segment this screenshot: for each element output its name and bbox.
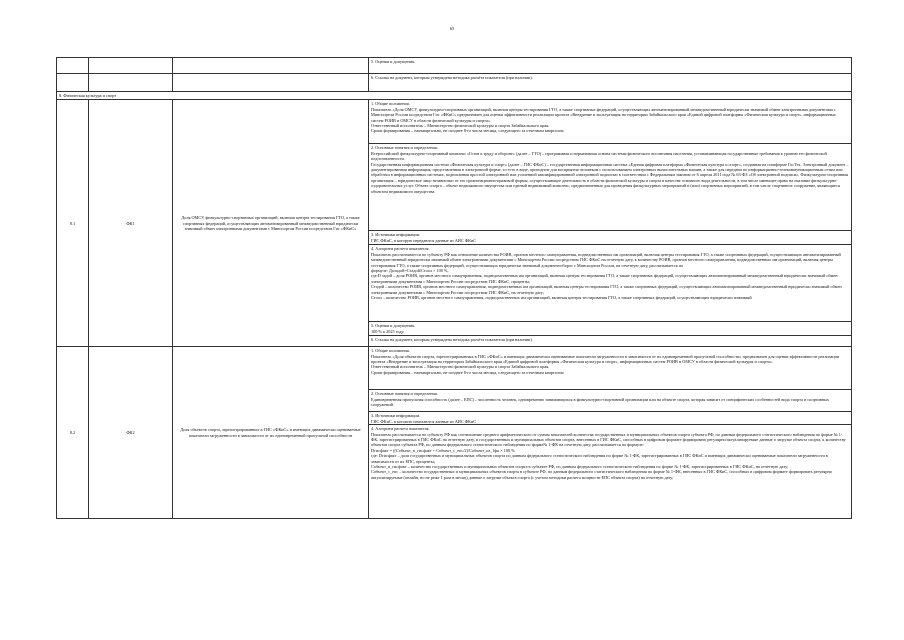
method-text: 2. Основные понятия и определения. (371, 391, 438, 397)
method-text: ГИС ФКиС, в которую передаются данные из АИС ФКиС (371, 237, 477, 243)
num-cell (57, 58, 89, 74)
method-text: Cобъект_в_гисфакт – количество государственных и муниципальных объектов спорта в субъекте РФ, по данным федерального статистического наблюдения по форме № 1-ФК, зарегистрированных в ГИС ФКиС, на отчетную дату; (371, 464, 789, 470)
method-text: Единовременная пропускная способность (далее – ЕПС) – численность человек, одновременно занимающихся в физкультурно-спортивной организации или на объекте спорта, которая зависит от специфических особенностей вида спорта и спортивных сооружений. (371, 396, 830, 408)
method-cell (369, 390, 852, 412)
method-text: 5. Оценки и допущения. (371, 59, 415, 64)
method-text: 4. Алгоритм расчета показателя. (371, 246, 430, 252)
method-text: 3. Источники информации. (371, 413, 421, 419)
method-text: 6. Ссылка на документ, которым утверждена методика расчёта показателя (при наличии). (371, 75, 533, 80)
section-row (57, 92, 852, 100)
method-cell (369, 74, 852, 92)
method-text: ГИС ФКиС, в которую передаются данные из АИС ФКиС (371, 418, 477, 424)
method-cell (369, 425, 852, 519)
method-text: Сроки формирования – ежеквартально, не позднее 8-го числа месяца, следующего за отчетным кварталом (371, 128, 564, 134)
method-text: 5. Оценки и допущения. (371, 323, 415, 329)
method-text: 100 % к 2025 году. (371, 328, 405, 334)
num-cell: 8.1 (57, 100, 89, 347)
method-cell (369, 347, 852, 390)
code-cell (89, 58, 173, 74)
method-cell (369, 144, 852, 231)
method-text: 1. Общие положения. (371, 348, 410, 354)
method-text: Показатель «Доля ОМСУ, физкультурно-спортивных организаций, включая центры тестирования ГТО, а также спортивных федераций, осуществляющих автоматизированный межведомственный юридически значимый обмен электронными документами с Минспортом России посредством Гис «ФКиС» предназначен для оценки эффективности реализации проекта «Внедрение и эксплуатация на территории Забайкальского края «Единой цифровой платформы «Физическая культура и спорт», информационных систем РОИВ и ОМСУ в области физической культуры и спорта». (371, 106, 836, 123)
method-text: Всероссийский физкультурно-спортивный комплекс «Готов к труду и обороне» (далее – ГТО) – программная и нормативная основа системы физического воспитания населения, устанавливающая государственные требования к уровню его физической подготовленности. (371, 150, 827, 162)
method-cell (369, 58, 852, 74)
num-cell: 8.2 (57, 347, 89, 519)
method-cell (369, 231, 852, 245)
name-cell: Доля ОМСУ, физкультурно-спортивных организаций, включая центры тестирования ГТО, а также спортивных федераций, осуществляющих автоматизированный межведомственный юридически значимый обмен электронными документами с Минспортом России посредством Гис «ФКиС» (173, 100, 369, 347)
table-row (57, 74, 852, 92)
method-text: Стадой – количество РОИВ, органов местного самоуправления, подведомственных им организаций, включая центры тестирования ГТО, а также спортивных федераций, осуществляющих автоматизированный межведомственный юридически значимый обмен электронными документами с Минспортом России посредством ГИС ФКиС, на отчетную дату; (371, 284, 842, 295)
table-row (57, 58, 852, 74)
method-cell (369, 412, 852, 425)
method-text: 1. Общие положения. (371, 101, 410, 107)
method-text: Dгисфакт = ((Cобъект_в_гисфакт + Cобъект_с_епс/2)/Cобъект_из_1фк × 100 % (371, 447, 515, 453)
method-text: 4. Алгоритм расчета показателя. (371, 426, 430, 432)
code-cell: ФК2 (89, 347, 173, 519)
method-text: Cобъект_с_епс – количество государственных и муниципальных объектов спорта в субъекте РФ, по данным федерального статистического наблюдения по форме № 1-ФК, внесенных в ГИС ФКиС, способных в цифровом формате формировать регулярно актуализируемые (онлайн, но не реже 1 раза в месяц) данные о загрузке объекта спорта (с учетом методики расчета мощности ЕПС объекта спорта) на отчетную дату; (371, 469, 832, 480)
method-text: Стоол – количество РОИВ, органов местного самоуправления, подведомственных им организаций, включая центры тестирования ГТО, а также спортивных федераций, осуществляющих юридически значимый (371, 295, 752, 301)
method-text: Сроки формирования – ежеквартально, не позднее 8-го числа месяца, следующего за отчетным кварталом (371, 369, 564, 375)
table-body (57, 58, 852, 519)
method-text: Ответственный исполнитель – Министерство физической культуры и спорта Забайкальского края. (371, 123, 550, 129)
section-heading: 8. Физическая культура и спорт (57, 92, 852, 100)
name-cell (173, 74, 369, 92)
method-cell (369, 322, 852, 336)
table-row (57, 347, 852, 390)
method-text: Государственная информационная система «Физическая культура и спорт» (далее – ГИС ФКиС) – государственная информационная система «Единая цифровая платформа «Физическая культура и спорт», созданная на платформе ГосТех. Электронный документ – документированная информация, представленная в электронной форме, то есть в виде, пригодном для восприятия человеком с использованием электронных вычислительных машин, а также для передачи по информационно-телекоммуникационным сетям или обработки в информационных системах, подписанная простой электронной или усиленной квалифицированной электронной подписью в соответствии с Федеральным законом от 6 апреля 2011 года № 63-ФЗ «Об электронной подписи». Физкультурно-спортивная организация – юридическое лицо независимо от его организационно-правовой формы, осуществляющее деятельность в области физической культуры и спорта в качестве основного вида деятельности, в том числе имеющее право на оказание физкультурно-оздоровительных услуг. Объект спорта – объект недвижимого имущества или единый недвижимый комплекс, предназначенные для проведения физкультурных мероприятий и (или) спортивных мероприятий, в том числе спортивное сооружение, являющиеся объектом недвижимого имущества. (371, 161, 849, 194)
method-cell (369, 245, 852, 322)
method-text: Показатель «Доля объектов спорта, зарегистрированных в ГИС «ФКиС» и имеющих динамически оцениваемые показатели загруженности в зависимости от их единовременной пропускной способности» предназначен для оценки эффективности реализации проекта «Внедрение и эксплуатация на территории Забайкальского края «Единой цифровой платформы «Физическая культура и спорт», информационных систем РОИВ и ОМСУ в области физической культуры и спорта». (371, 353, 840, 365)
indicator-methodology-table (56, 57, 852, 519)
table-row (57, 100, 852, 144)
method-text: формуле: Доладой=Стадой/Стоол × 100 %, (371, 268, 449, 274)
code-cell (89, 74, 173, 92)
method-text: Показатель рассчитывается по субъекту РФ как соотношение среднего арифметического от суммы показателей количества государственных и муниципальных объектов спорта субъекта РФ, по данным федерального статистического наблюдения по форме № 1-ФК, зарегистрированных в ГИС ФКиС на отчетную дату, и государственных и муниципальных объектов спорта, внесенных в ГИС ФКиС, способных в цифровом формате формировать регулярно/актуализируемые данные о загрузке объекта спорта, к количеству объектов спорта субъекта РФ, по данным федерального статистического наблюдения по форме№ 1-ФК на отчетную дату, рассчитывается по формуле: (371, 431, 846, 448)
method-text: где:D задой – доля РОИВ, органов местного самоуправления, подведомственных им организаций, включая центры тестирования ГТО, а также спортивных федераций, осуществляющих автоматизированный межведомственный юридически значимый обмен электронными документами с Минспортом России посредством ГИС ФКиС, проценты; (371, 273, 838, 284)
page-number: 65 (449, 26, 455, 31)
method-cell (369, 100, 852, 144)
method-text: 3. Источники информации. (371, 232, 421, 238)
num-cell (57, 74, 89, 92)
method-cell (369, 336, 852, 347)
code-cell: ФК1 (89, 100, 173, 347)
method-text: где: Dгисфакт – доля государственных и муниципальных объектов спорта по данным федерального статистического наблюдения по форме № 1-ФК, зарегистрированных в ГИС ФКиС и имеющих динамически оцениваемые показатели загруженности в зависимости от их ЕПС, проценты; (371, 453, 828, 464)
name-cell (173, 58, 369, 74)
method-text: 2. Основные понятия и определения. (371, 145, 438, 151)
method-text: Ответственный исполнитель – Министерство физической культуры и спорта Забайкальского края. (371, 364, 550, 370)
method-text: Показатель рассчитывается по субъекту РФ как отношение количества РОИВ, органов местного самоуправления, подведомственных им организаций, включая центры тестирования ГТО, а также спортивных федераций, осуществляющих автоматизированный межведомственный юридически значимый обмен электронными документами с Минспортом России посредством ГИС ФКиС на отчетную дату, к количеству РОИВ, органов местного самоуправления, подведомственных им организаций, включая центры тестирования ГТО, а также спортивных федераций, осуществляющих юридически значимый документооборот с Минспортом России, на отчетную дату, рассчитывается по (371, 251, 841, 268)
name-cell: Доля объектов спорта, зарегистрированных в ГИС «ФКиС» и имеющих динамически оцениваемые показатели загруженности в зависимости от их единовременной пропускной способности (173, 347, 369, 519)
method-text: 6. Ссылка на документ, которым утверждена методика расчёта показателя (при наличии). (371, 337, 533, 343)
